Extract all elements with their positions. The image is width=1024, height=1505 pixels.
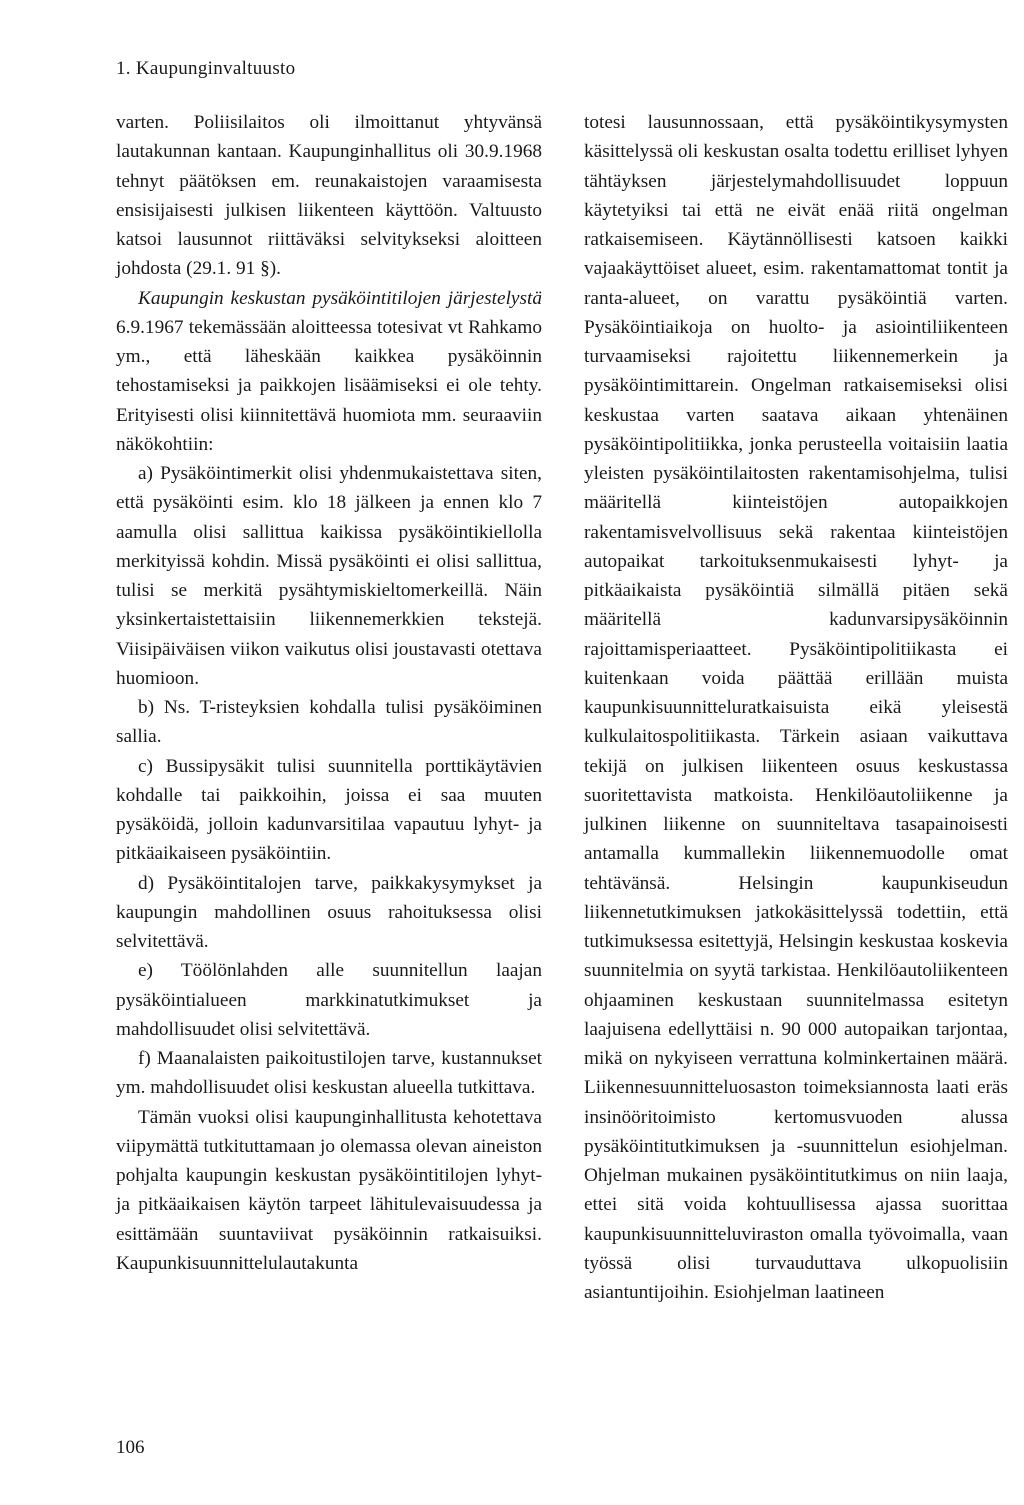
list-item-f: f) Maanalaisten paikoitustilojen tarve, kustannukset ym. mahdollisuudet olisi keskustan alueella tutkittava. [116, 1048, 542, 1099]
list-item-b: b) Ns. T-risteyksien kohdalla tulisi pysäköiminen sallia. [116, 697, 542, 748]
list-item-d: d) Pysäköintitalojen tarve, paikkakysymykset ja kaupungin mahdollinen osuus rahoituksessa olisi selvitettävä. [116, 872, 542, 952]
page-number: 106 [116, 1437, 145, 1458]
running-title: 1. Kaupunginvaltuusto [116, 58, 296, 79]
initiative-title: Kaupungin keskustan pysäköintitilojen järjestelystä [138, 287, 542, 309]
initiative-text: 6.9.1967 tekemässään aloitteessa totesivat vt Rahkamo ym., että läheskään kaikkea pysäköinnin tehostamiseksi ja paikkojen lisäämiseksi ei ole tehty. Erityisesti olisi kiinnitettävä huomiota mm. seuraaviin näkökohtiin: [116, 316, 542, 455]
right-column [584, 108, 1008, 1307]
list-item-a: a) Pysäköintimerkit olisi yhdenmukaistettava siten, että pysäköinti esim. klo 18 jälkeen ja ennen klo 7 aamulla olisi sallittua kaikissa pysäköintikiellolla merkityissä kohdin. Missä pysäköinti ei olisi sallittua, tulisi se merkitä pysähtymiskieltomerkeillä. Näin yksinkertaistettaisiin liikennemerkkien tekstejä. Viisipäiväisen viikon vaikutus olisi joustavasti otettava huomioon. [116, 463, 542, 689]
left-column [116, 108, 542, 1278]
paragraph-conclusion: Tämän vuoksi olisi kaupunginhallitusta kehotettava viipymättä tutkituttamaan jo olemassa olevan aineiston pohjalta kaupungin keskustan pysäköintitilojen lyhyt- ja pitkäaikaisen käytön tarpeet lähitulevaisuudessa ja esittämään suuntaviivat pysäköinnin ratkaisuiksi. Kaupunkisuunnittelulautakunta [116, 1106, 542, 1274]
paragraph-statement: totesi lausunnossaan, että pysäköintikysymysten käsittelyssä oli keskustan osalta todettu erilliset lyhyen tähtäyksen järjestelymahdollisuudet loppuun käytetyiksi tai että ne eivät enää riitä ongelman ratkaisemiseen. Käytännöllisesti katsoen kaikki vajaakäyttöiset alueet, esim. rakentamattomat tontit ja ranta-alueet, on varattu pysäköintiä varten. Pysäköintiaikoja on huolto- ja asiointiliikenteen turvaamiseksi rajoitettu liikennemerkein ja pysäköintimittarein. Ongelman ratkaisemiseksi olisi keskustaa varten saatava aikaan yhtenäinen pysäköintipolitiikka, jonka perusteella voitaisiin laatia yleisten pysäköintilaitosten rakentamisohjelma, tulisi määritellä kiinteistöjen autopaikkojen rakentamisvelvollisuus sekä rakentaa kiinteistöjen autopaikat tarkoituksenmukaisesti lyhyt- ja pitkäaikaista pysäköintiä silmällä pitäen sekä määritellä kadunvarsipysäköinnin rajoittamisperiaatteet. Pysäköintipolitiikasta ei kuitenkaan voida päättää erillään muista kaupunkisuunnitteluratkaisuista eikä yleisestä kulkulaitospolitiikasta. Tärkein asiaan vaikuttava tekijä on julkisen liikenteen osuus keskustassa suoritettavista matkoista. Henkilöautoliikenne ja julkinen liikenne on suunniteltava tasapainoisesti antamalla kummallekin liikennemuodolle omat tehtävänsä. Helsingin kaupunkiseudun liikennetutkimuksen jatkokäsittelyssä todettiin, että tutkimuksessa esitettyjä, Helsingin keskustaa koskevia suunnitelmia on syytä tarkistaa. Henkilöautoliikenteen ohjaaminen keskustaan suunnitelmassa esitetyn laajuisena edellyttäisi n. 90 000 autopaikan tarjontaa, mikä on nykyiseen verrattuna kolminkertainen määrä. Liikennesuunnitteluosaston toimeksiannosta laati eräs insinööritoimisto kertomusvuoden alussa pysäköintitutkimuksen ja -suunnittelun esiohjelman. Ohjelman mukainen pysäköintitutkimus on niin laaja, ettei sitä voida kohtuullisessa ajassa suorittaa kaupunkisuunnitteluviraston omalla työvoimalla, vaan työssä olisi turvauduttava ulkopuolisiin asiantuntijoihin. Esiohjelman laatineen [584, 112, 1008, 1303]
paragraph-intro: varten. Poliisilaitos oli ilmoittanut yhtyvänsä lautakunnan kantaan. Kaupunginhallitus oli 30.9.1968 tehnyt päätöksen em. reunakaistojen varaamisesta ensisijaisesti julkisen liikenteen käyttöön. Valtuusto katsoi lausunnot riittäväksi selvitykseksi aloitteen johdosta (29.1. 91 §). [116, 112, 542, 280]
list-item-c: c) Bussipysäkit tulisi suunnitella porttikäytävien kohdalle tai paikkoihin, joissa ei saa muuten pysäköidä, jolloin kadunvarsitilaa vapautuu lyhyt- ja pitkäaikaiseen pysäköintiin. [116, 755, 542, 865]
paragraph-initiative [116, 284, 542, 460]
list-item-e: e) Töölönlahden alle suunnitellun laajan pysäköintialueen markkinatutkimukset ja mahdollisuudet olisi selvitettävä. [116, 960, 542, 1040]
